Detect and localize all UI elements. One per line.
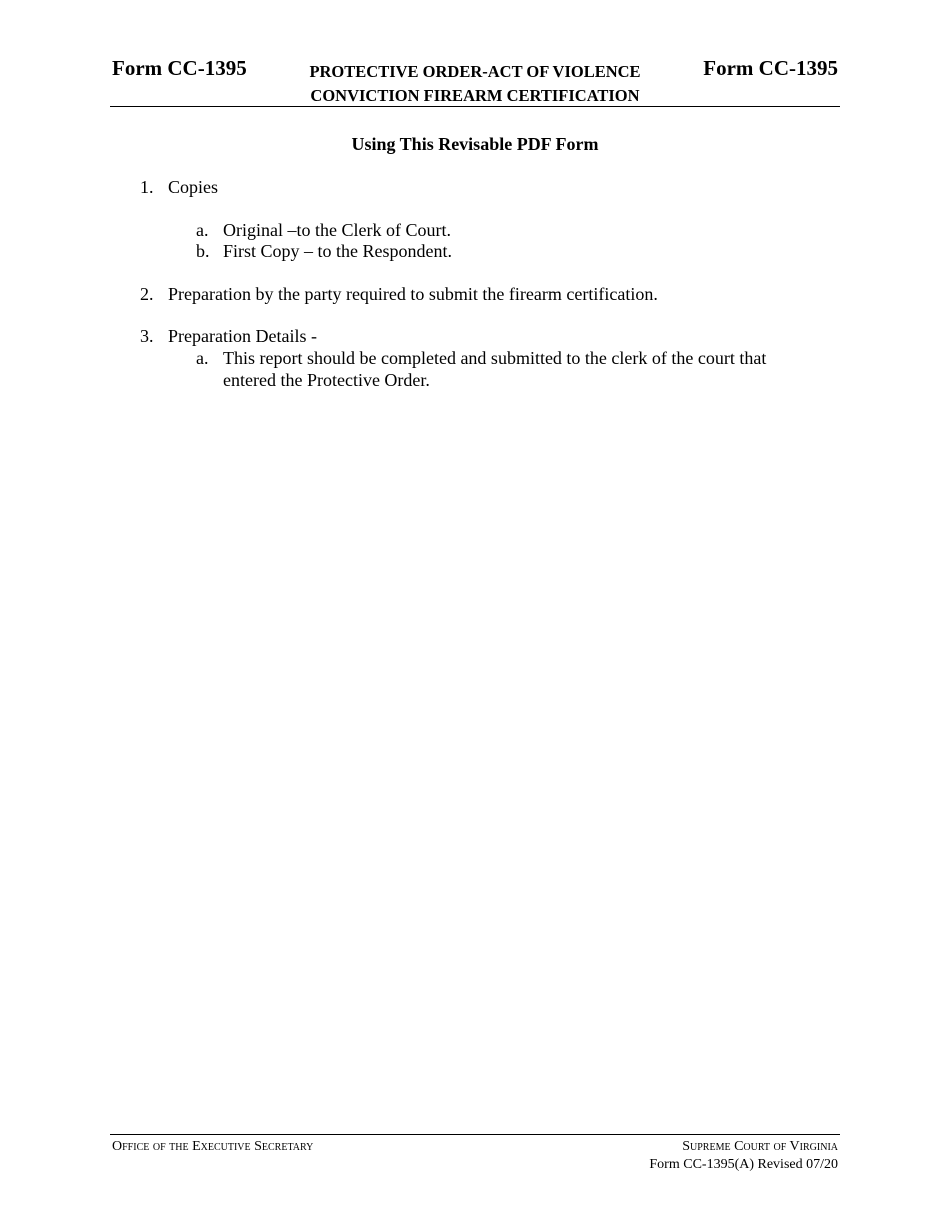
item-number: 2. (140, 284, 154, 304)
footer-office: Office of the Executive Secretary (112, 1139, 314, 1154)
subitem-letter: a. (196, 348, 209, 368)
item-text: Preparation by the party required to submit the firearm certification. (168, 284, 658, 304)
item-text: Preparation Details - (168, 326, 317, 346)
form-number-right: Form CC-1395 (703, 56, 838, 80)
section-heading: Using This Revisable PDF Form (351, 134, 599, 154)
subitem-text-continued: entered the Protective Order. (223, 370, 430, 390)
subitem-text: First Copy – to the Respondent. (223, 241, 452, 261)
subitem-text: This report should be completed and submitted to the clerk of the court that (223, 348, 767, 368)
subitem-text: Original –to the Clerk of Court. (223, 220, 451, 240)
form-title-line-1: PROTECTIVE ORDER-ACT OF VIOLENCE (309, 62, 641, 81)
form-number-left: Form CC-1395 (112, 56, 247, 80)
subitem-letter: b. (196, 241, 210, 261)
item-number: 3. (140, 326, 154, 346)
page-footer (110, 1134, 840, 1172)
form-title-line-2: CONVICTION FIREARM CERTIFICATION (310, 86, 640, 105)
footer-revision: Form CC-1395(A) Revised 07/20 (649, 1157, 838, 1172)
page-header (110, 56, 840, 107)
subitem-letter: a. (196, 220, 209, 240)
footer-court: Supreme Court of Virginia (682, 1139, 838, 1154)
item-text: Copies (168, 177, 219, 197)
item-number: 1. (140, 177, 154, 197)
